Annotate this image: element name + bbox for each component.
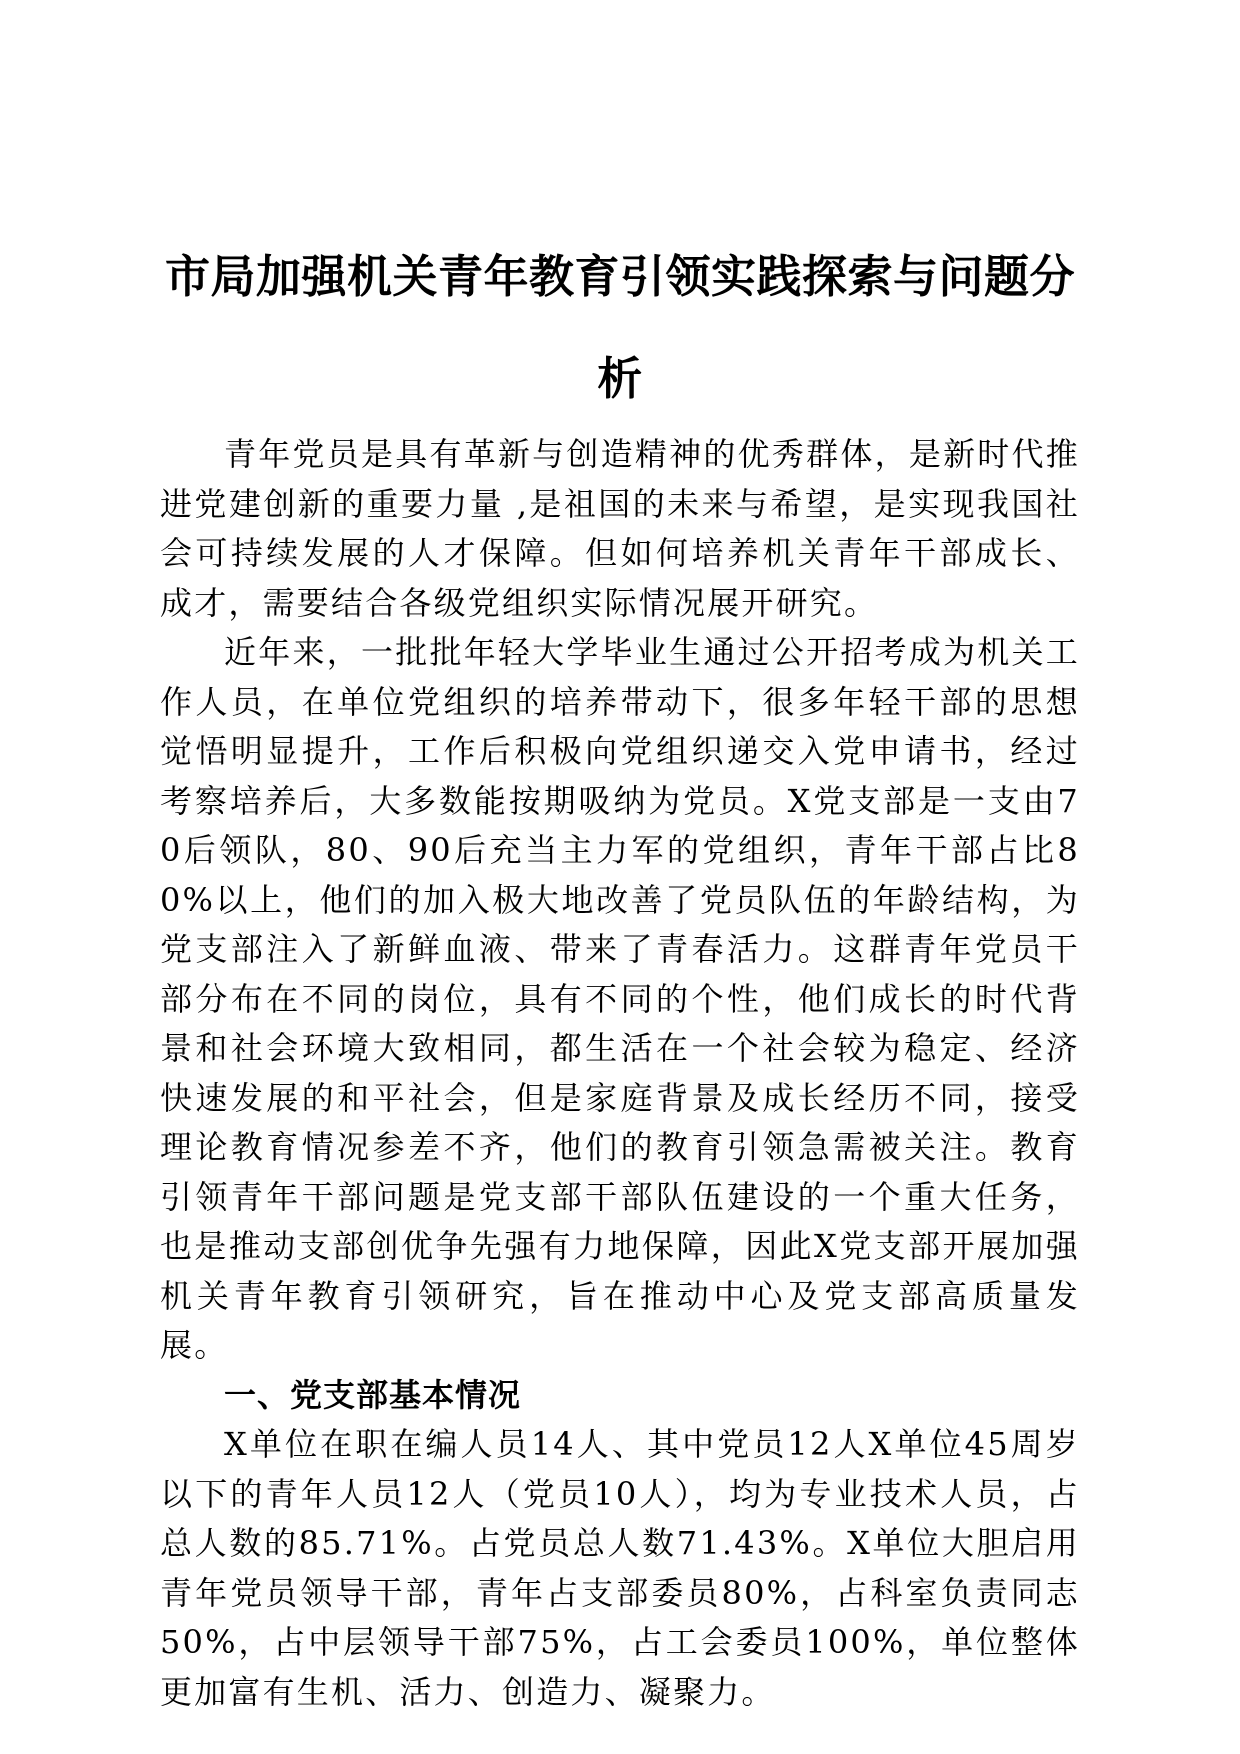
document-title: 市局加强机关青年教育引领实践探索与问题分析: [164, 250, 1075, 405]
section-heading: 一、党支部基本情况: [224, 1375, 522, 1414]
intro-paragraph-2: 近年来，一批批年轻大学毕业生通过公开招考成为机关工作人员，在单位党组织的培养带动下，很多年轻干部的思想觉悟明显提升，工作后积极向党组织递交入党申请书，经过考察培养后，大多数能按期吸纳为党员。X党支部是一支由70后领队，80、90后充当主力军的党组织，青年干部占比80%以上，他们的加入极大地改善了党员队伍的年龄结构，为党支部注入了新鲜血液、带来了青春活力。这群青年党员干部分布在不同的岗位，具有不同的个性，他们成长的时代背景和社会环境大致相同，都生活在一个社会较为稳定、经济快速发展的和平社会，但是家庭背景及成长经历不同，接受理论教育情况参差不齐，他们的教育引领急需被关注。教育引领青年干部问题是党支部干部队伍建设的一个重大任务，也是推动支部创优争先强有力地保障，因此X党支部开展加强机关青年教育引领研究，旨在推动中心及党支部高质量发展。: [160, 633, 1080, 1364]
intro-paragraph-1: 青年党员是具有革新与创造精神的优秀群体，是新时代推进党建创新的重要力量 ,是祖国的未来与希望，是实现我国社会可持续发展的人才保障。但如何培养机关青年干部成长、成才，需要结合各级党组织实际情况展开研究。: [160, 435, 1080, 622]
section-paragraph: X单位在职在编人员14人、其中党员12人X单位45周岁以下的青年人员12人（党员10人），均为专业技术人员，占总人数的85.71%。占党员总人数71.43%。X单位大胆启用青年党员领导干部，青年占支部委员80%，占科室负责同志50%，占中层领导干部75%，占工会委员100%，单位整体更加富有生机、活力、创造力、凝聚力。: [160, 1425, 1080, 1711]
